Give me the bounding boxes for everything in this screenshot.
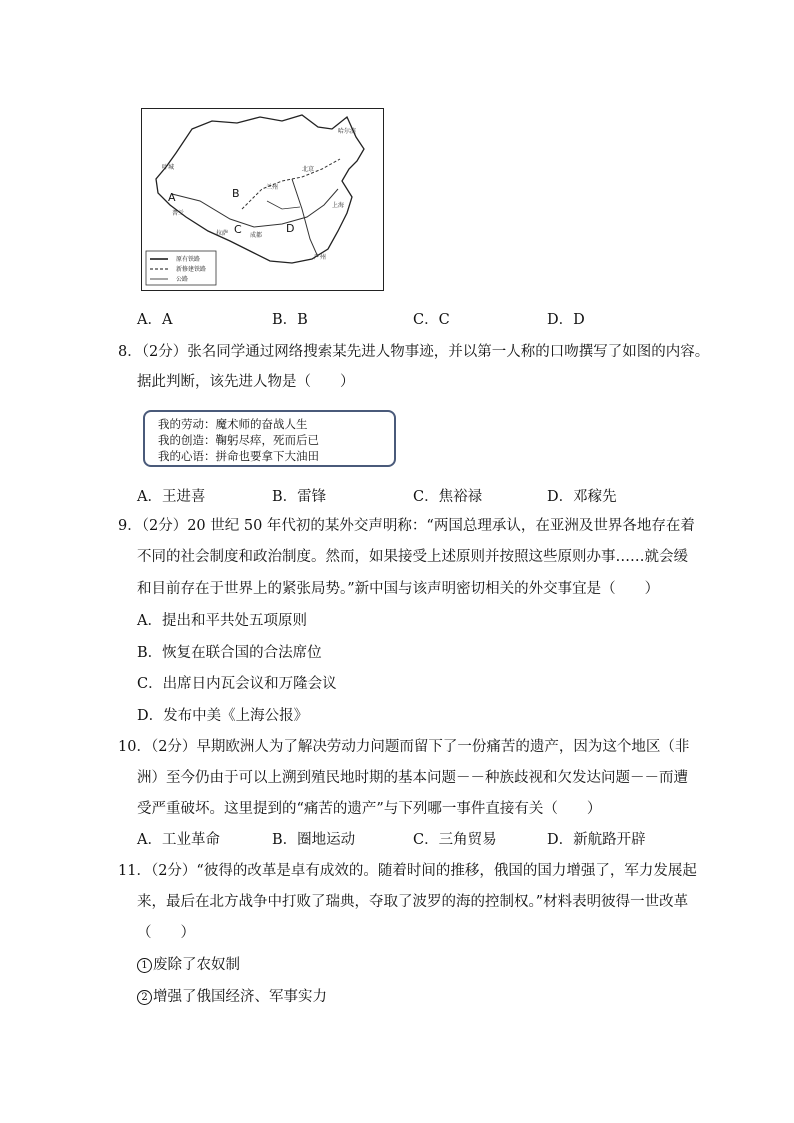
map-label-a: A: [168, 191, 176, 204]
q11-item-2-number: 2: [137, 990, 152, 1005]
q10-stem-line1: 10．（2分）早期欧洲人为了解决劳动力问题而留下了一份痛苦的遗产，因为这个地区（非: [118, 739, 690, 755]
china-transport-map: [141, 108, 384, 291]
q8-option-b: B．雷锋: [272, 489, 327, 505]
q10-option-c: C．三角贸易: [413, 832, 497, 848]
map-label-d: D: [286, 222, 295, 235]
q11-stem-line3: （ ）: [137, 925, 195, 941]
q8-quote-line1: 我的劳动：魔术师的奋战人生: [158, 417, 308, 431]
q8-option-c: C．焦裕禄: [413, 489, 483, 505]
q10-stem-line3: 受严重破坏。这里提到的“痛苦的遗产”与下列哪一事件直接有关（ ）: [137, 801, 602, 817]
legend-old-railway: 原有铁路: [176, 256, 201, 263]
q11-item-1: [137, 955, 240, 975]
q9-option-b: B．恢复在联合国的合法席位: [137, 645, 322, 661]
svg-text:北京: 北京: [302, 166, 315, 173]
q9-option-c: C．出席日内瓦会议和万隆会议: [137, 676, 337, 692]
map-drawing: [142, 109, 382, 289]
q9-stem-line2: 不同的社会制度和政治制度。然而，如果接受上述原则并按照这些原则办事……就会缓: [137, 549, 688, 565]
svg-text:成都: 成都: [250, 232, 263, 239]
q8-quote-box: [143, 410, 396, 467]
svg-text:上海: 上海: [332, 202, 345, 209]
q11-item-2-text: 增强了俄国经济、军事实力: [153, 989, 327, 1005]
q9-stem-line3: 和目前存在于世界上的紧张局势。”新中国与该声明密切相关的外交事宜是（ ）: [137, 581, 660, 597]
svg-text:兰州: 兰州: [266, 184, 279, 191]
q10-option-d: D．新航路开辟: [547, 832, 646, 848]
q7-option-a: A．A: [137, 312, 173, 328]
svg-text:叶城: 叶城: [162, 164, 175, 171]
q8-option-d: D．邓稼先: [547, 489, 617, 505]
svg-text:哈尔滨: 哈尔滨: [338, 128, 357, 135]
svg-text:拉萨: 拉萨: [216, 230, 229, 237]
q11-item-1-number: 1: [137, 958, 152, 973]
q11-item-1-text: 废除了农奴制: [153, 957, 240, 973]
map-label-c: C: [234, 223, 242, 236]
q8-stem-line1: 8．（2分）张名同学通过网络搜索某先进人物事迹，并以第一人称的口吻撰写了如图的内容。: [118, 344, 710, 360]
q9-option-d: D．发布中美《上海公报》: [137, 708, 309, 724]
q10-stem-line2: 洲）至今仍由于可以上溯到殖民地时期的基本问题－－种族歧视和欠发达问题－－而遭: [137, 770, 688, 786]
legend-new-railway: 新修建铁路: [176, 266, 207, 273]
q8-quote-line2: 我的创造：鞠躬尽瘁，死而后已: [158, 433, 319, 447]
q7-option-d: D．D: [547, 312, 585, 328]
q8-stem-line2: 据此判断，该先进人物是（ ）: [137, 374, 355, 390]
legend-highway: 公路: [176, 276, 189, 283]
q11-stem-line2: 来，最后在北方战争中打败了瑞典，夺取了波罗的海的控制权。”材料表明彼得一世改革: [137, 894, 689, 910]
q8-quote-line3: 我的心语：拼命也要拿下大油田: [158, 449, 319, 463]
q10-option-b: B．圈地运动: [272, 832, 356, 848]
q8-option-a: A．王进喜: [137, 489, 206, 505]
q11-stem-line1: 11．（2分）“彼得的改革是卓有成效的。随着时间的推移，俄国的国力增强了，军力发展起: [118, 863, 697, 879]
q7-option-b: B．B: [272, 312, 308, 328]
q9-stem-line1: 9．（2分）20 世纪 50 年代初的某外交声明称：“两国总理承认，在亚洲及世界各地存在着: [118, 518, 695, 534]
svg-text:广州: 广州: [314, 254, 327, 261]
map-label-b: B: [232, 187, 240, 200]
q7-option-c: C．C: [413, 312, 450, 328]
svg-text:普兰: 普兰: [172, 210, 185, 217]
q9-option-a: A．提出和平共处五项原则: [137, 613, 307, 629]
q10-option-a: A．工业革命: [137, 832, 220, 848]
q11-item-2: [137, 987, 327, 1007]
